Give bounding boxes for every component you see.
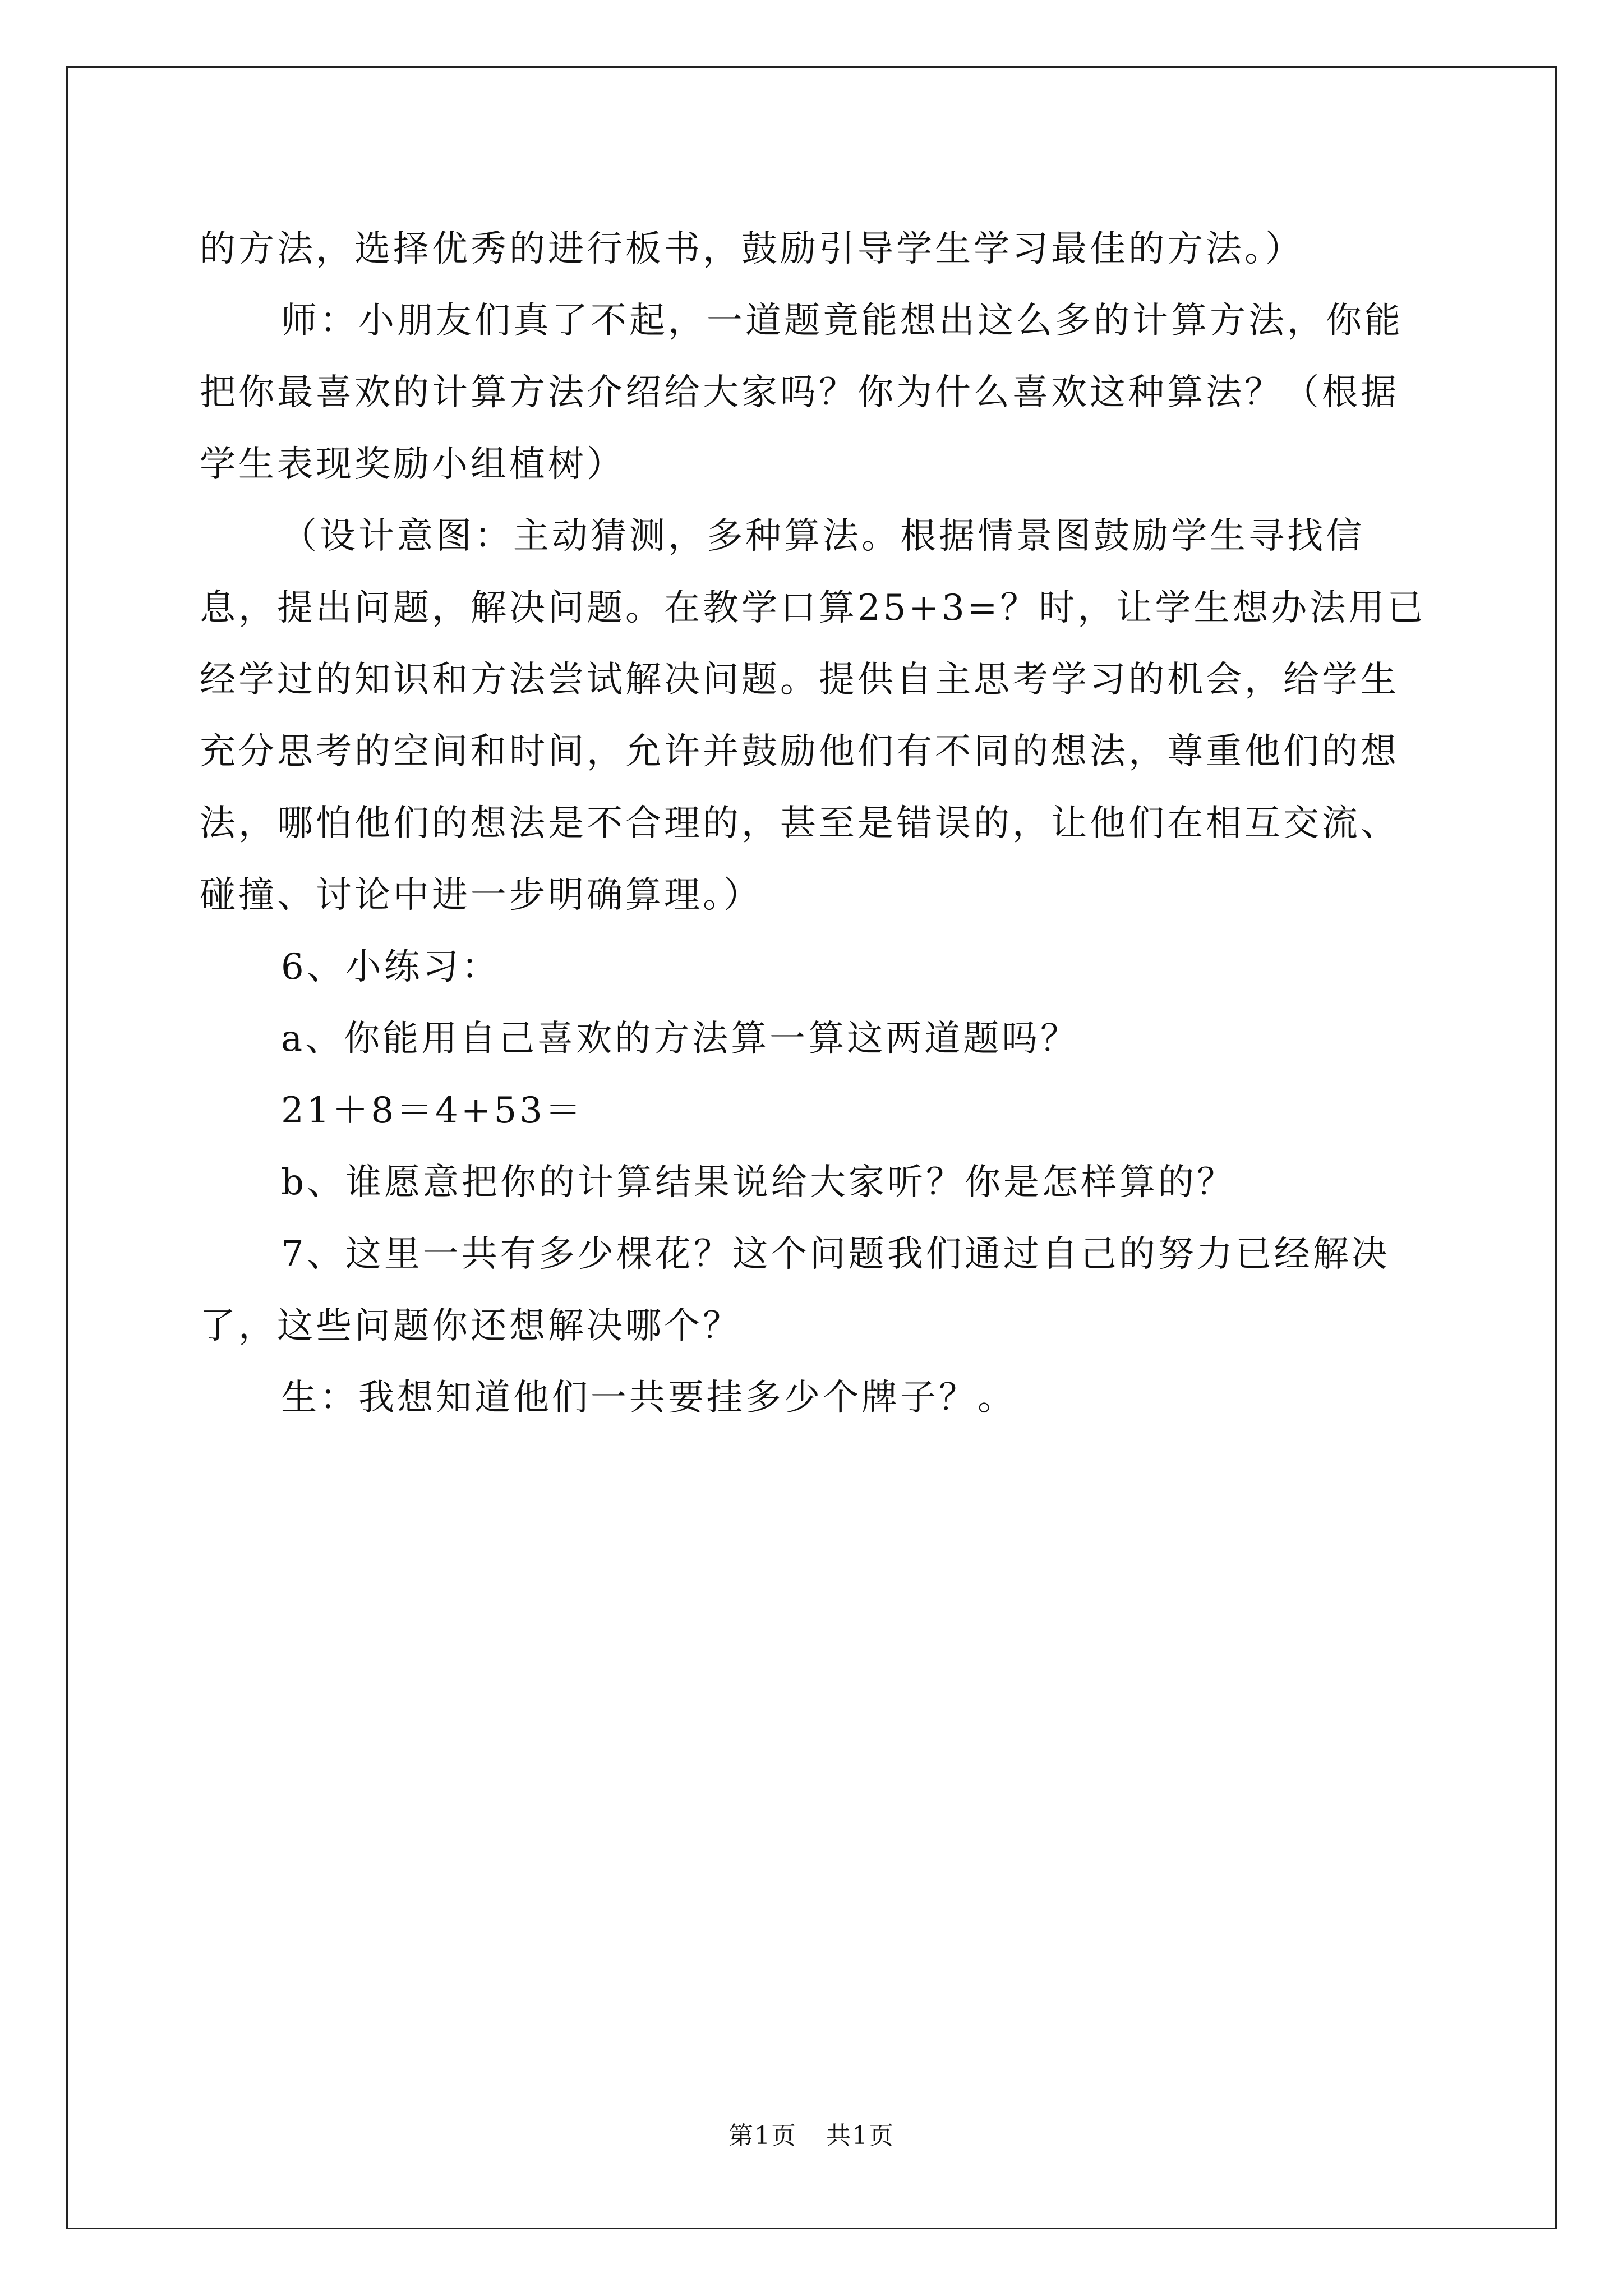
paragraph-design-intent: （设计意图：主动猜测，多种算法。根据情景图鼓励学生寻找信息，提出问题，解决问题。在教学口算25+3=？时，让学生想办法用已经学过的知识和方法尝试解决问题。提供自主思考学习的机会，给学生充分思考的空间和时间，允许并鼓励他们有不同的想法，尊重他们的想法，哪怕他们的想法是不合理的，甚至是错误的，让他们在相互交流、碰撞、讨论中进一步明确算理。） xyxy=(200,516,1426,916)
paragraph-method-continuation: 的方法，选择优秀的进行板书，鼓励引导学生学习最佳的方法。） xyxy=(200,228,1304,270)
paragraph-practice-equations: 21＋8＝4+53＝ xyxy=(281,1090,584,1131)
paragraph-student-answer: 生：我想知道他们一共要挂多少个牌子？。 xyxy=(281,1377,1016,1419)
page-number-total: 共1页 xyxy=(826,2122,895,2150)
paragraph-practice-a: a、你能用自己喜欢的方法算一算这两道题吗？ xyxy=(281,1018,1080,1060)
paragraph-item-7: 7、这里一共有多少棵花？这个问题我们通过自己的努力已经解决了，这些问题你还想解决哪个？ xyxy=(200,1234,1390,1347)
page-number-current: 第1页 xyxy=(728,2122,797,2150)
paragraph-practice-b: b、谁愿意把你的计算结果说给大家听？你是怎样算的？ xyxy=(281,1162,1235,1203)
paragraph-teacher-question: 师：小朋友们真了不起，一道题竟能想出这么多的计算方法，你能把你最喜欢的计算方法介绍给大家吗？你为什么喜欢这种算法？（根据学生表现奖励小组植树） xyxy=(200,300,1403,485)
paragraph-practice-heading: 6、小练习： xyxy=(281,946,500,988)
page-footer xyxy=(0,2120,1623,2152)
document-body xyxy=(200,213,1431,1434)
